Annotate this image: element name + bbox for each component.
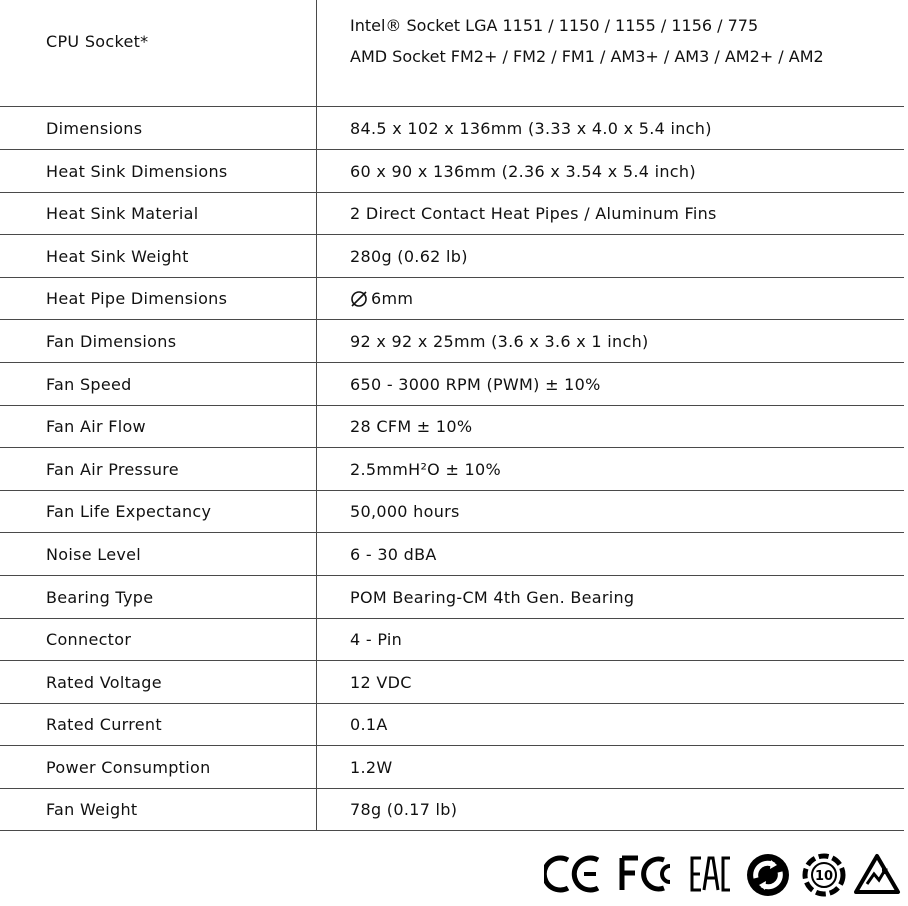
spec-label: Fan Air Pressure <box>46 459 179 479</box>
spec-row <box>0 406 904 448</box>
spec-row <box>0 448 904 491</box>
ce-mark-icon <box>544 852 604 896</box>
spec-value: 60 x 90 x 136mm (2.36 x 3.54 x 5.4 inch) <box>350 161 696 181</box>
spec-label: Fan Speed <box>46 374 132 394</box>
spec-label: Power Consumption <box>46 757 211 777</box>
spec-row <box>0 278 904 320</box>
intel-socket-value: Intel® Socket LGA 1151 / 1150 / 1155 / 1156 / 775 <box>350 16 759 35</box>
spec-label: Fan Life Expectancy <box>46 502 212 521</box>
spec-value: 280g (0.62 lb) <box>350 246 468 266</box>
spec-row <box>0 235 904 278</box>
spec-row <box>0 491 904 533</box>
spec-label: Rated Current <box>46 715 162 734</box>
spec-value: 92 x 92 x 25mm (3.6 x 3.6 x 1 inch) <box>350 331 649 351</box>
spec-value-heat-pipe <box>350 289 413 308</box>
spec-row <box>0 661 904 704</box>
diameter-icon <box>350 290 368 308</box>
spec-label: Heat Pipe Dimensions <box>46 289 228 308</box>
spec-value: 28 CFM ± 10% <box>350 417 473 436</box>
spec-row <box>0 576 904 619</box>
rohs-years-label: 10 <box>814 869 834 884</box>
amd-socket-value: AMD Socket FM2+ / FM2 / FM1 / AM3+ / AM3 / AM2+ / AM2 <box>350 47 824 66</box>
heat-pipe-size: 6mm <box>371 289 414 308</box>
spec-label: CPU Socket* <box>46 32 149 51</box>
spec-value: 78g (0.17 lb) <box>350 800 458 819</box>
spec-value: 650 - 3000 RPM (PWM) ± 10% <box>350 374 601 394</box>
certification-logos <box>540 852 904 906</box>
eac-mark-icon <box>690 852 732 896</box>
spec-label: Bearing Type <box>46 587 154 607</box>
spec-row <box>0 789 904 831</box>
spec-value <box>350 10 824 72</box>
spec-value: 4 - Pin <box>350 630 403 649</box>
spec-label: Fan Dimensions <box>46 331 177 351</box>
spec-label: Heat Sink Material <box>46 204 199 223</box>
spec-value: 2.5mmH²O ± 10% <box>350 459 501 479</box>
spec-value: 50,000 hours <box>350 502 460 521</box>
spec-value: POM Bearing-CM 4th Gen. Bearing <box>350 587 635 607</box>
spec-label: Fan Weight <box>46 800 138 819</box>
spec-label: Heat Sink Weight <box>46 246 189 266</box>
spec-label: Heat Sink Dimensions <box>46 161 228 181</box>
spec-row <box>0 193 904 235</box>
spec-value: 1.2W <box>350 757 393 777</box>
rohs-10-mark-icon <box>800 852 848 900</box>
spec-row-cpu-socket <box>0 0 904 107</box>
spec-row <box>0 533 904 576</box>
spec-row <box>0 746 904 789</box>
spec-row <box>0 320 904 363</box>
fcc-mark-icon <box>618 852 680 896</box>
spec-row <box>0 619 904 661</box>
spec-value: 12 VDC <box>350 672 412 692</box>
spec-row <box>0 150 904 193</box>
spec-label: Rated Voltage <box>46 672 162 692</box>
spec-value: 6 - 30 dBA <box>350 544 437 564</box>
spec-row <box>0 107 904 150</box>
rcm-mark-icon <box>852 852 902 900</box>
spec-value: 2 Direct Contact Heat Pipes / Aluminum Fins <box>350 204 717 223</box>
spec-label: Noise Level <box>46 544 142 564</box>
spec-row <box>0 704 904 746</box>
recycle-mark-icon <box>744 852 792 900</box>
spec-label: Dimensions <box>46 118 143 138</box>
spec-value: 0.1A <box>350 715 388 734</box>
spec-label: Connector <box>46 630 132 649</box>
spec-label: Fan Air Flow <box>46 417 146 436</box>
spec-value: 84.5 x 102 x 136mm (3.33 x 4.0 x 5.4 inch) <box>350 118 712 138</box>
spec-row <box>0 363 904 406</box>
